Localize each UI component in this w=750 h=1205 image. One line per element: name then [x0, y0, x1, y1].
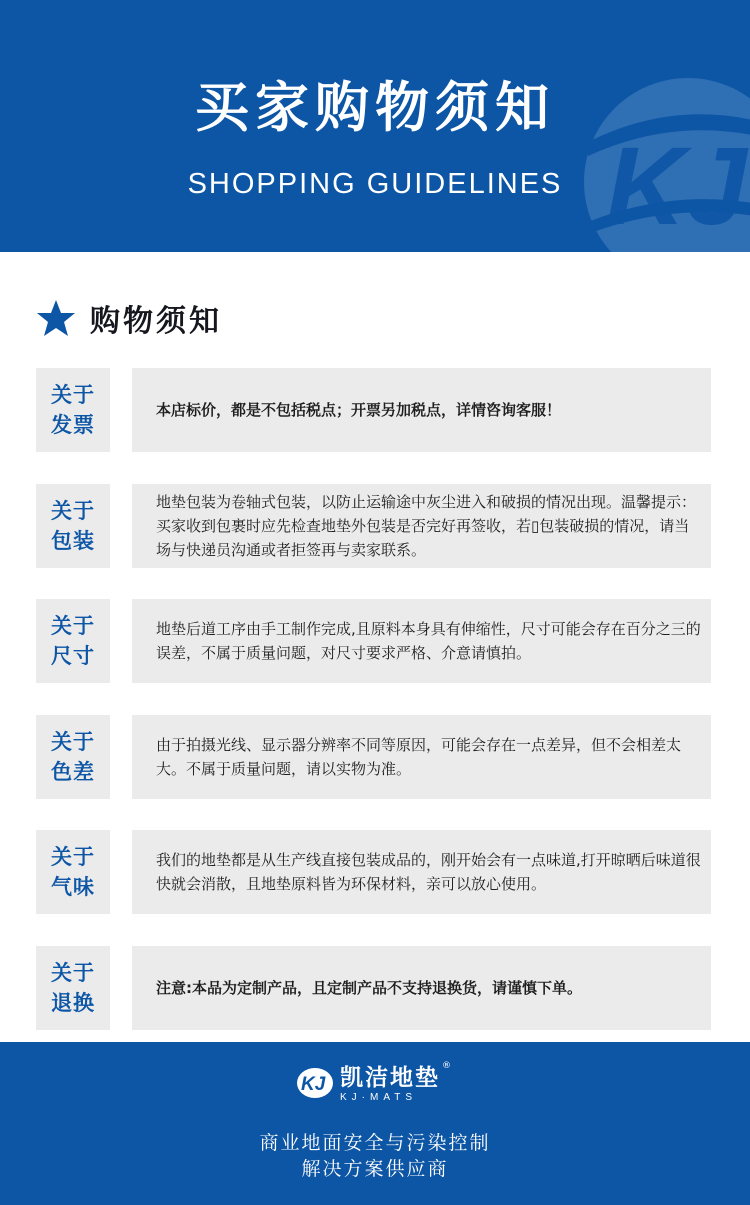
- guideline-content: [132, 946, 711, 1030]
- kj-logo-icon: [296, 1067, 334, 1099]
- guideline-content: [132, 599, 711, 683]
- guideline-label-line2: 退换: [51, 991, 95, 1015]
- brand-registered-mark: ®: [442, 1061, 451, 1071]
- guideline-label-line1: 关于: [51, 499, 95, 523]
- guideline-row-return: [36, 946, 711, 1030]
- guideline-row-size: [36, 599, 711, 683]
- guideline-row-color: [36, 715, 711, 799]
- guideline-content: [132, 715, 711, 799]
- svg-text:KJ: KJ: [606, 125, 747, 248]
- guideline-row-invoice: [36, 368, 711, 452]
- svg-text:KJ: KJ: [301, 1074, 326, 1095]
- guideline-label: [36, 715, 110, 799]
- guideline-text: 地垫包装为卷轴式包装，以防止运输途中灰尘进入和破损的情况出现。温馨提示：买家收到包裹时应先检查地垫外包装是否完好再签收，若▯包装破损的情况，请当场与快递员沟通或者拒签再与卖家联系。: [156, 493, 697, 559]
- guideline-label-line1: 关于: [51, 614, 95, 638]
- section-title: 购物须知: [90, 304, 222, 339]
- guideline-content: [132, 484, 711, 568]
- guideline-text: 我们的地垫都是从生产线直接包装成品的，刚开始会有一点味道,打开晾晒后味道很快就会消散，且地垫原料皆为环保材料，亲可以放心使用。: [156, 851, 701, 893]
- guideline-label: [36, 368, 110, 452]
- header-banner: [0, 0, 750, 252]
- guideline-text: 本店标价，都是不包括税点；开票另加税点，详情咨询客服！: [156, 401, 562, 419]
- section-heading: [36, 296, 222, 340]
- brand-name: 凯洁地垫: [340, 1065, 440, 1091]
- guideline-label: [36, 830, 110, 914]
- footer-banner: [0, 1042, 750, 1205]
- guideline-label-line1: 关于: [51, 961, 95, 985]
- guideline-label-line1: 关于: [51, 383, 95, 407]
- brand-name-en: KJ·MATS: [340, 1092, 418, 1103]
- guideline-label-line1: 关于: [51, 730, 95, 754]
- guideline-label: [36, 946, 110, 1030]
- guideline-label: [36, 599, 110, 683]
- guideline-label-line2: 色差: [51, 760, 95, 784]
- page-subtitle: SHOPPING GUIDELINES: [187, 168, 563, 200]
- guideline-text: 由于拍摄光线、显示器分辨率不同等原因，可能会存在一点差异，但不会相差太大。不属于质量问题，请以实物为准。: [156, 736, 682, 778]
- guideline-row-odor: [36, 830, 711, 914]
- guideline-label-line2: 发票: [51, 413, 95, 437]
- slogan-line2: 解决方案供应商: [301, 1158, 449, 1180]
- guideline-content: [132, 830, 711, 914]
- guideline-content: [132, 368, 711, 452]
- guideline-label: [36, 484, 110, 568]
- page-title: 买家购物须知: [195, 76, 555, 139]
- guideline-text: 地垫后道工序由手工制作完成,且原料本身具有伸缩性，尺寸可能会存在百分之三的误差，不属于质量问题，对尺寸要求严格、介意请慎拍。: [156, 620, 701, 662]
- guideline-label-line2: 气味: [51, 875, 95, 899]
- guideline-row-packaging: [36, 484, 711, 568]
- brand-logo: [296, 1061, 466, 1104]
- guideline-label-line2: 包装: [51, 529, 95, 553]
- slogan-line1: 商业地面安全与污染控制: [259, 1132, 491, 1154]
- guideline-label-line1: 关于: [51, 845, 95, 869]
- guideline-label-line2: 尺寸: [51, 644, 95, 668]
- star-icon: [36, 298, 76, 338]
- guideline-text: 注意:本品为定制产品，且定制产品不支持退换货，请谨慎下单。: [156, 979, 583, 997]
